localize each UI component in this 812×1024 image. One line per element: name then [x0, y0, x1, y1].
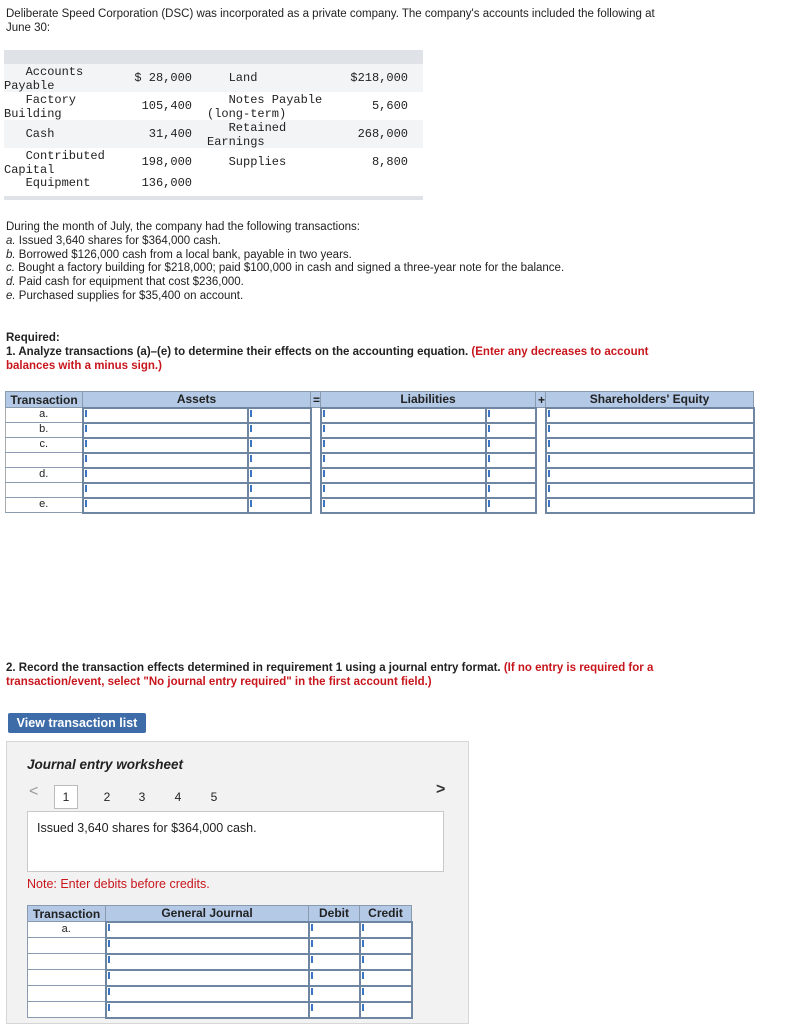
liabilities-amount-input[interactable] [486, 498, 536, 513]
input-caret [362, 972, 364, 979]
debit-input[interactable] [309, 1002, 360, 1018]
liabilities-account-select[interactable] [321, 438, 486, 453]
input-caret [548, 440, 550, 447]
header-transaction: Transaction [6, 392, 83, 408]
next-page-button[interactable]: > [436, 781, 446, 798]
debit-input[interactable] [309, 970, 360, 986]
balance-value: 31,400 [148, 127, 192, 141]
journal-account-select[interactable] [106, 922, 309, 938]
header-liabilities: Liabilities [321, 392, 536, 408]
liabilities-amount-input[interactable] [486, 453, 536, 468]
general-journal-table [27, 905, 413, 1019]
input-caret [323, 455, 325, 462]
input-caret [488, 485, 490, 492]
prev-page-button[interactable]: < [29, 783, 39, 800]
journal-transaction-label [28, 1002, 106, 1018]
equity-account-select[interactable] [546, 453, 754, 468]
input-caret [85, 485, 87, 492]
input-caret [311, 988, 313, 995]
header-transaction: Transaction [28, 906, 106, 922]
input-caret [488, 410, 490, 417]
input-caret [250, 440, 252, 447]
header-debit: Debit [309, 906, 360, 922]
plus-spacer [536, 423, 546, 438]
input-caret [311, 1004, 313, 1011]
input-caret [548, 410, 550, 417]
journal-account-select[interactable] [106, 970, 309, 986]
balance-name: Cash [4, 127, 55, 141]
balance-name: Contributed Capital [4, 149, 105, 177]
equals-spacer [311, 453, 321, 468]
assets-amount-input[interactable] [248, 468, 311, 483]
input-caret [250, 500, 252, 507]
input-caret [85, 470, 87, 477]
assets-amount-input[interactable] [248, 438, 311, 453]
liabilities-amount-input[interactable] [486, 438, 536, 453]
assets-account-select[interactable] [83, 438, 248, 453]
transaction-label [6, 483, 83, 498]
journal-account-select[interactable] [106, 954, 309, 970]
input-caret [548, 485, 550, 492]
journal-account-select[interactable] [106, 986, 309, 1002]
input-caret [108, 940, 110, 947]
credit-input[interactable] [360, 922, 412, 938]
requirement-2: 2. Record the transaction effects determined in requirement 1 using a journal entry format. (If no entry is required for a transaction/event, select "No journal entry required" in the first account field.) [6, 662, 654, 688]
balance-value: 198,000 [141, 155, 192, 169]
equity-account-select[interactable] [546, 423, 754, 438]
balance-name: Land [207, 71, 258, 85]
liabilities-amount-input[interactable] [486, 423, 536, 438]
transaction-label: b. [6, 423, 83, 438]
liabilities-account-select[interactable] [321, 468, 486, 483]
debit-credit-note: Note: Enter debits before credits. [27, 877, 210, 891]
input-caret [488, 455, 490, 462]
transactions-intro: During the month of July, the company had the following transactions: [6, 221, 360, 233]
req1-text: 1. Analyze transactions (a)–(e) to determine their effects on the accounting equation. (Enter any decreases to account balances with a minus sign.) [6, 346, 649, 372]
journal-account-select[interactable] [106, 938, 309, 954]
transactions-list [6, 221, 726, 304]
input-caret [108, 988, 110, 995]
assets-account-select[interactable] [83, 423, 248, 438]
balance-value: $218,000 [350, 71, 408, 85]
transaction-item: d. Paid cash for equipment that cost $236,000. [6, 276, 244, 289]
liabilities-account-select[interactable] [321, 498, 486, 513]
input-caret [323, 470, 325, 477]
assets-amount-input[interactable] [248, 408, 311, 423]
input-caret [488, 500, 490, 507]
balance-value: 136,000 [141, 176, 192, 190]
input-caret [362, 1004, 364, 1011]
journal-entry-worksheet [6, 741, 469, 1024]
balance-value: 105,400 [141, 99, 192, 113]
journal-row [28, 938, 412, 954]
assets-amount-input[interactable] [248, 498, 311, 513]
balance-value: 8,800 [371, 155, 408, 169]
credit-input[interactable] [360, 970, 412, 986]
input-caret [250, 455, 252, 462]
assets-account-select[interactable] [83, 408, 248, 423]
header-equity: Shareholders' Equity [546, 392, 754, 408]
assets-account-select[interactable] [83, 453, 248, 468]
balance-name: Accounts Payable [4, 65, 84, 93]
input-caret [362, 940, 364, 947]
page-4-tab[interactable]: 4 [174, 790, 182, 804]
equation-row [6, 468, 754, 483]
assets-amount-input[interactable] [248, 453, 311, 468]
equals-spacer [311, 423, 321, 438]
credit-input[interactable] [360, 954, 412, 970]
plus-spacer [536, 438, 546, 453]
transaction-label: e. [6, 498, 83, 513]
journal-row [28, 922, 412, 938]
liabilities-amount-input[interactable] [486, 408, 536, 423]
equation-row [6, 498, 754, 513]
journal-transaction-label [28, 938, 106, 954]
equation-row [6, 438, 754, 453]
assets-account-select[interactable] [83, 498, 248, 513]
input-caret [488, 470, 490, 477]
debit-input[interactable] [309, 986, 360, 1002]
balance-name: Equipment [4, 176, 91, 190]
transaction-label: c. [6, 438, 83, 453]
input-caret [548, 455, 550, 462]
liabilities-account-select[interactable] [321, 483, 486, 498]
assets-amount-input[interactable] [248, 423, 311, 438]
input-caret [85, 425, 87, 432]
page-2-tab[interactable]: 2 [103, 790, 111, 804]
credit-input[interactable] [360, 938, 412, 954]
input-caret [311, 924, 313, 931]
journal-transaction-label [28, 970, 106, 986]
input-caret [323, 410, 325, 417]
transaction-item: a. Issued 3,640 shares for $364,000 cash. [6, 234, 221, 247]
input-caret [250, 410, 252, 417]
equals-spacer [311, 408, 321, 423]
equals-spacer [311, 498, 321, 513]
input-caret [250, 425, 252, 432]
equity-account-select[interactable] [546, 483, 754, 498]
equals-spacer [311, 438, 321, 453]
input-caret [548, 425, 550, 432]
plus-spacer [536, 468, 546, 483]
equation-row [6, 423, 754, 438]
input-caret [488, 440, 490, 447]
requirement-1 [6, 331, 696, 373]
liabilities-account-select[interactable] [321, 453, 486, 468]
assets-account-select[interactable] [83, 483, 248, 498]
input-caret [311, 940, 313, 947]
journal-transaction-label [28, 954, 106, 970]
input-caret [108, 924, 110, 931]
journal-row [28, 1002, 412, 1018]
equation-row [6, 408, 754, 423]
intro-text: Deliberate Speed Corporation (DSC) was incorporated as a private company. The company's accounts included the following at June 30: [6, 8, 655, 34]
equals-spacer [311, 468, 321, 483]
assets-amount-input[interactable] [248, 483, 311, 498]
balance-name: Factory Building [4, 93, 77, 121]
input-caret [311, 972, 313, 979]
page-5-tab[interactable]: 5 [210, 790, 218, 804]
input-caret [323, 440, 325, 447]
balances-table [4, 50, 423, 200]
input-caret [323, 425, 325, 432]
input-caret [108, 972, 110, 979]
entry-description: Issued 3,640 shares for $364,000 cash. [27, 811, 444, 872]
input-caret [548, 470, 550, 477]
journal-row [28, 986, 412, 1002]
input-caret [108, 956, 110, 963]
journal-row [28, 954, 412, 970]
equity-account-select[interactable] [546, 498, 754, 513]
plus-spacer [536, 498, 546, 513]
input-caret [108, 1004, 110, 1011]
transaction-label [6, 453, 83, 468]
header-assets: Assets [83, 392, 311, 408]
input-caret [85, 500, 87, 507]
header-plus: + [536, 392, 546, 408]
input-caret [362, 924, 364, 931]
plus-spacer [536, 483, 546, 498]
plus-spacer [536, 408, 546, 423]
header-credit: Credit [360, 906, 412, 922]
equation-row [6, 483, 754, 498]
transaction-label: a. [6, 408, 83, 423]
liabilities-account-select[interactable] [321, 423, 486, 438]
credit-input[interactable] [360, 1002, 412, 1018]
debit-input[interactable] [309, 938, 360, 954]
debit-input[interactable] [309, 922, 360, 938]
journal-row [28, 970, 412, 986]
liabilities-amount-input[interactable] [486, 468, 536, 483]
journal-transaction-label: a. [28, 922, 106, 938]
equation-row [6, 453, 754, 468]
transaction-item: e. Purchased supplies for $35,400 on account. [6, 289, 244, 302]
balance-value: 5,600 [371, 99, 408, 113]
header-general-journal: General Journal [106, 906, 309, 922]
page-3-tab[interactable]: 3 [138, 790, 146, 804]
input-caret [85, 455, 87, 462]
balance-name: Retained Earnings [207, 121, 287, 149]
input-caret [250, 485, 252, 492]
page-1-tab[interactable]: 1 [54, 785, 78, 809]
input-caret [250, 470, 252, 477]
plus-spacer [536, 453, 546, 468]
input-caret [362, 956, 364, 963]
equity-account-select[interactable] [546, 438, 754, 453]
transaction-item: c. Bought a factory building for $218,000; paid $100,000 in cash and signed a three-year note for the balance. [6, 262, 565, 275]
input-caret [323, 500, 325, 507]
balance-name: Notes Payable (long-term) [207, 93, 323, 121]
worksheet-title: Journal entry worksheet [27, 757, 184, 772]
balance-value: 268,000 [357, 127, 408, 141]
balance-value: $ 28,000 [134, 71, 192, 85]
liabilities-amount-input[interactable] [486, 483, 536, 498]
view-transaction-list-button[interactable]: View transaction list [8, 713, 146, 733]
input-caret [323, 485, 325, 492]
input-caret [311, 956, 313, 963]
journal-transaction-label [28, 986, 106, 1002]
credit-input[interactable] [360, 986, 412, 1002]
input-caret [85, 410, 87, 417]
required-heading: Required: [6, 332, 60, 344]
transaction-item: b. Borrowed $126,000 cash from a local bank, payable in two years. [6, 248, 352, 261]
transaction-label: d. [6, 468, 83, 483]
journal-account-select[interactable] [106, 1002, 309, 1018]
equity-account-select[interactable] [546, 408, 754, 423]
liabilities-account-select[interactable] [321, 408, 486, 423]
input-caret [85, 440, 87, 447]
assets-account-select[interactable] [83, 468, 248, 483]
input-caret [488, 425, 490, 432]
balance-name: Supplies [207, 155, 287, 169]
accounting-equation-table [5, 391, 755, 514]
equity-account-select[interactable] [546, 468, 754, 483]
input-caret [548, 500, 550, 507]
equals-spacer [311, 483, 321, 498]
debit-input[interactable] [309, 954, 360, 970]
input-caret [362, 988, 364, 995]
header-equals: = [311, 392, 321, 408]
